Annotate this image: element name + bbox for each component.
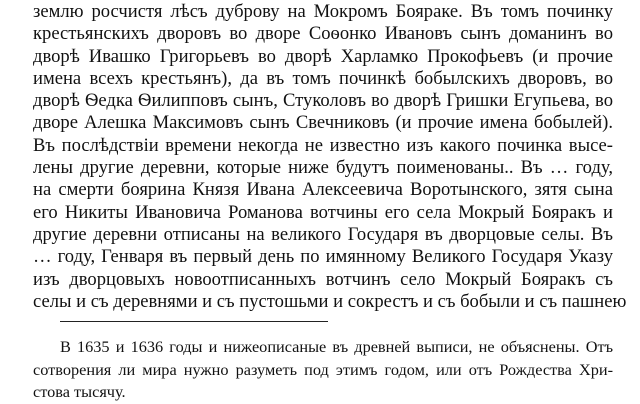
main-text-block: [33, 1, 627, 313]
footnote-separator: [60, 321, 328, 322]
text-line: землю росчистя лѣсъ дуброву на Мокромъ Бояраке. Въ томъ починку: [33, 1, 613, 22]
text-line: дворе Алешка Максимовъ сынъ Свечниковъ (и прочие имена бобылей).: [33, 112, 613, 134]
text-line: дворѣ Ѳедка Ѳилипповъ сынъ, Стуколовъ во дворѣ Гришки Егупьева, во: [33, 90, 613, 112]
text-line: на смерти боярина Князя Ивана Алексеевича Воротынского, зятя сына: [33, 179, 613, 201]
text-line: изъ дворцовыхъ новоотписанныхъ вотчинъ село Мокрый Бояракъ съ: [33, 268, 613, 290]
text-line: его Никиты Ивановича Романова вотчины его села Мокрый Бояракъ и: [33, 201, 613, 223]
text-line: … году, Генваря въ первый день по имянному Великого Государя Указу: [33, 246, 613, 268]
text-line: Въ послѣдствiи времени некогда не известно изъ какого починка высе-: [33, 134, 613, 156]
footnote: [33, 336, 613, 404]
footnote-line: В 1635 и 1636 годы и нижеописаные въ древней выписи, не объяснены. Отъ: [60, 337, 613, 356]
text-line: лены другие деревни, которые ниже будутъ поименованы.. Въ … году,: [33, 157, 613, 179]
text-line: другие деревни отписаны на великого Государя въ дворцовые селы. Въ: [33, 223, 613, 245]
text-line: крестьянскихъ дворовъ во дворе Соѳонко Ивановъ сынъ доманинъ во: [33, 23, 613, 45]
text-line: имена всехъ крестьянъ), да въ томъ починкѣ бобылскихъ дворовъ, во: [33, 67, 613, 89]
text-line: селы и съ деревнями и съ пустошьми и сокрестъ и съ бобыли и съ пашнею: [33, 290, 627, 312]
footnote-line: стова тысячу.: [33, 382, 126, 401]
text-line: дворѣ Ивашко Григорьевъ во дворѣ Харламко Прокофьевъ (и прочие: [33, 45, 613, 67]
footnote-line: сотворения ли мира нужно разуметь под этимъ годом, или отъ Рождества Хри-: [33, 359, 613, 379]
